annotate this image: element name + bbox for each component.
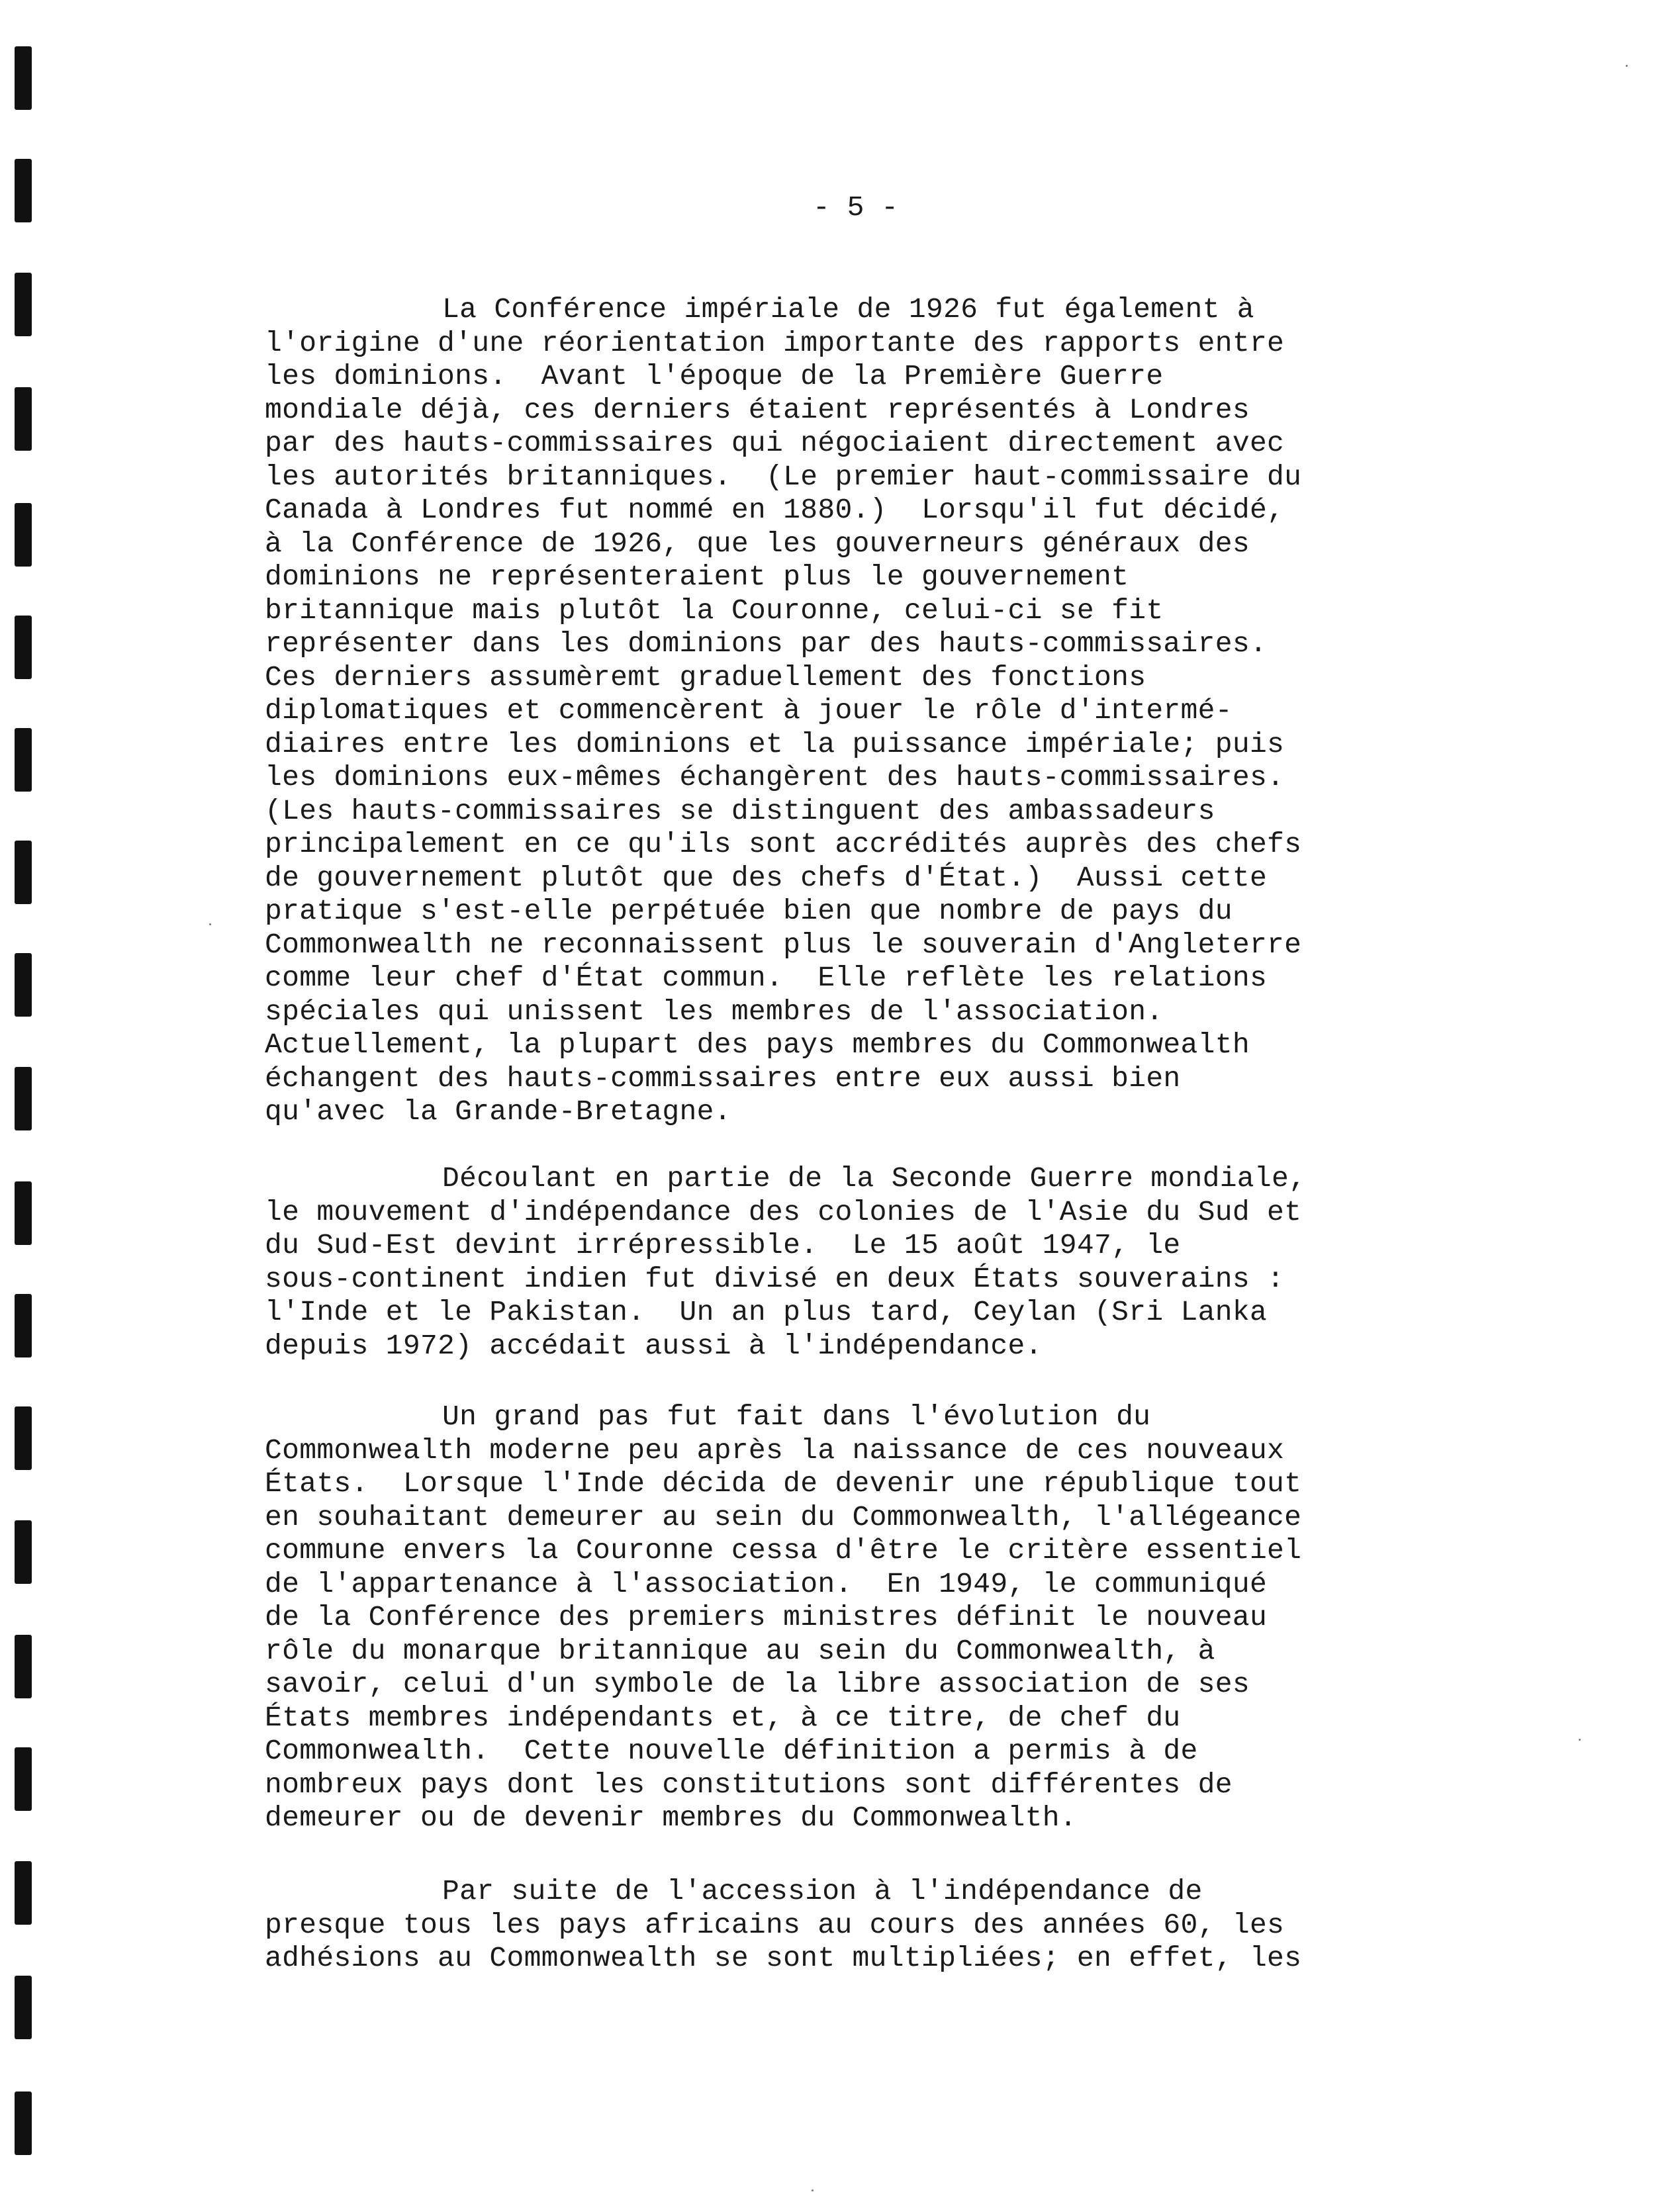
binding-mark: [15, 273, 32, 336]
text-line: Commonwealth moderne peu après la naissance de ces nouveaux: [265, 1434, 1285, 1467]
text-line: britannique mais plutôt la Couronne, celui-ci se fit: [265, 594, 1164, 627]
text-line: à la Conférence de 1926, que les gouverneurs généraux des: [265, 527, 1250, 560]
text-line: (Les hauts-commissaires se distinguent des ambassadeurs: [265, 794, 1215, 827]
binding-mark: [15, 503, 32, 567]
text-line: les dominions eux-mêmes échangèrent des hauts-commissaires.: [265, 761, 1285, 794]
text-line: demeurer ou de devenir membres du Commonwealth.: [265, 1802, 1077, 1834]
paragraph-imperial-conference-1926: [265, 293, 1470, 1129]
text-line: Un grand pas fut fait dans l'évolution du: [442, 1401, 1151, 1433]
binding-mark: [15, 1747, 32, 1811]
binding-mark: [15, 1861, 32, 1925]
page-number: - 5 -: [813, 191, 899, 224]
text-line: en souhaitant demeurer au sein du Commonwealth, l'allégeance: [265, 1500, 1302, 1534]
binding-mark: [15, 953, 32, 1017]
binding-mark: [15, 1181, 32, 1245]
text-line: les dominions. Avant l'époque de la Première Guerre: [265, 360, 1164, 392]
text-line: diaires entre les dominions et la puissance impériale; puis: [265, 727, 1285, 760]
binding-mark: [15, 1520, 32, 1584]
binding-mark: [15, 841, 32, 904]
text-line: le mouvement d'indépendance des colonies de l'Asie du Sud et: [265, 1195, 1302, 1228]
text-line: échangent des hauts-commissaires entre eux aussi bien: [265, 1062, 1181, 1095]
binding-mark: [15, 387, 32, 451]
text-line: de l'appartenance à l'association. En 1949, le communiqué: [265, 1567, 1268, 1600]
text-line: sous-continent indien fut divisé en deux États souverains :: [265, 1262, 1285, 1295]
text-line: savoir, celui d'un symbole de la libre association de ses: [265, 1668, 1250, 1700]
text-line: La Conférence impériale de 1926 fut également à: [442, 293, 1254, 326]
paper-speck: [209, 923, 211, 925]
text-line: les autorités britanniques. (Le premier haut-commissaire du: [265, 460, 1302, 493]
binding-mark: [15, 46, 32, 110]
binding-mark: [15, 1294, 32, 1357]
text-line: Par suite de l'accession à l'indépendance de: [442, 1875, 1203, 1907]
text-line: Ces derniers assumèremt graduellement des fonctions: [265, 661, 1146, 694]
text-line: représenter dans les dominions par des hauts-commissaires.: [265, 627, 1268, 660]
paragraph-african-accession: [265, 1875, 1470, 1976]
text-line: de la Conférence des premiers ministres définit le nouveau: [265, 1601, 1268, 1633]
text-line: Actuellement, la plupart des pays membres du Commonwealth: [265, 1029, 1250, 1061]
text-line: de gouvernement plutôt que des chefs d'État.) Aussi cette: [265, 861, 1268, 894]
binding-mark: [15, 1406, 32, 1470]
paragraph-independence-movement: [265, 1162, 1470, 1363]
text-line: depuis 1972) accédait aussi à l'indépendance.: [265, 1329, 1043, 1362]
text-line: États membres indépendants et, à ce titre, de chef du: [265, 1701, 1181, 1734]
text-line: Découlant en partie de la Seconde Guerre mondiale,: [442, 1162, 1307, 1195]
paper-speck: [1626, 65, 1628, 67]
text-line: mondiale déjà, ces derniers étaient représentés à Londres: [265, 393, 1250, 426]
text-line: presque tous les pays africains au cours des années 60, les: [265, 1908, 1285, 1941]
paper-speck: [812, 2189, 814, 2191]
text-line: spéciales qui unissent les membres de l'association.: [265, 995, 1164, 1028]
binding-mark: [15, 1635, 32, 1698]
text-line: comme leur chef d'État commun. Elle reflète les relations: [265, 962, 1268, 994]
text-line: du Sud-Est devint irrépressible. Le 15 août 1947, le: [265, 1229, 1181, 1262]
text-line: par des hauts-commissaires qui négociaient directement avec: [265, 427, 1285, 459]
text-line: Canada à Londres fut nommé en 1880.) Lorsqu'il fut décidé,: [265, 494, 1285, 526]
text-line: nombreux pays dont les constitutions sont différentes de: [265, 1768, 1233, 1801]
text-line: rôle du monarque britannique au sein du Commonwealth, à: [265, 1634, 1215, 1667]
text-line: États. Lorsque l'Inde décida de devenir une république tout: [265, 1467, 1302, 1500]
text-line: Commonwealth ne reconnaissent plus le souverain d'Angleterre: [265, 928, 1302, 961]
binding-hole-marks: [15, 0, 34, 2206]
binding-mark: [15, 728, 32, 792]
text-line: adhésions au Commonwealth se sont multipliées; en effet, les: [265, 1942, 1302, 1974]
binding-mark: [15, 1976, 32, 2039]
text-line: Commonwealth. Cette nouvelle définition a permis à de: [265, 1735, 1198, 1767]
binding-mark: [15, 616, 32, 679]
text-line: pratique s'est-elle perpétuée bien que nombre de pays du: [265, 895, 1233, 927]
paper-speck: [1579, 1739, 1581, 1741]
binding-mark: [15, 159, 32, 222]
text-line: dominions ne représenteraient plus le gouvernement: [265, 561, 1129, 593]
paragraph-modern-commonwealth: [265, 1401, 1470, 1835]
text-line: commune envers la Couronne cessa d'être le critère essentiel: [265, 1534, 1302, 1567]
text-line: l'origine d'une réorientation importante des rapports entre: [265, 326, 1285, 359]
text-line: l'Inde et le Pakistan. Un an plus tard, Ceylan (Sri Lanka: [265, 1296, 1268, 1328]
text-line: qu'avec la Grande-Bretagne.: [265, 1095, 731, 1128]
binding-mark: [15, 1067, 32, 1130]
binding-mark: [15, 2091, 32, 2155]
text-line: principalement en ce qu'ils sont accrédités auprès des chefs: [265, 828, 1302, 860]
text-line: diplomatiques et commencèrent à jouer le rôle d'intermé-: [265, 694, 1233, 727]
